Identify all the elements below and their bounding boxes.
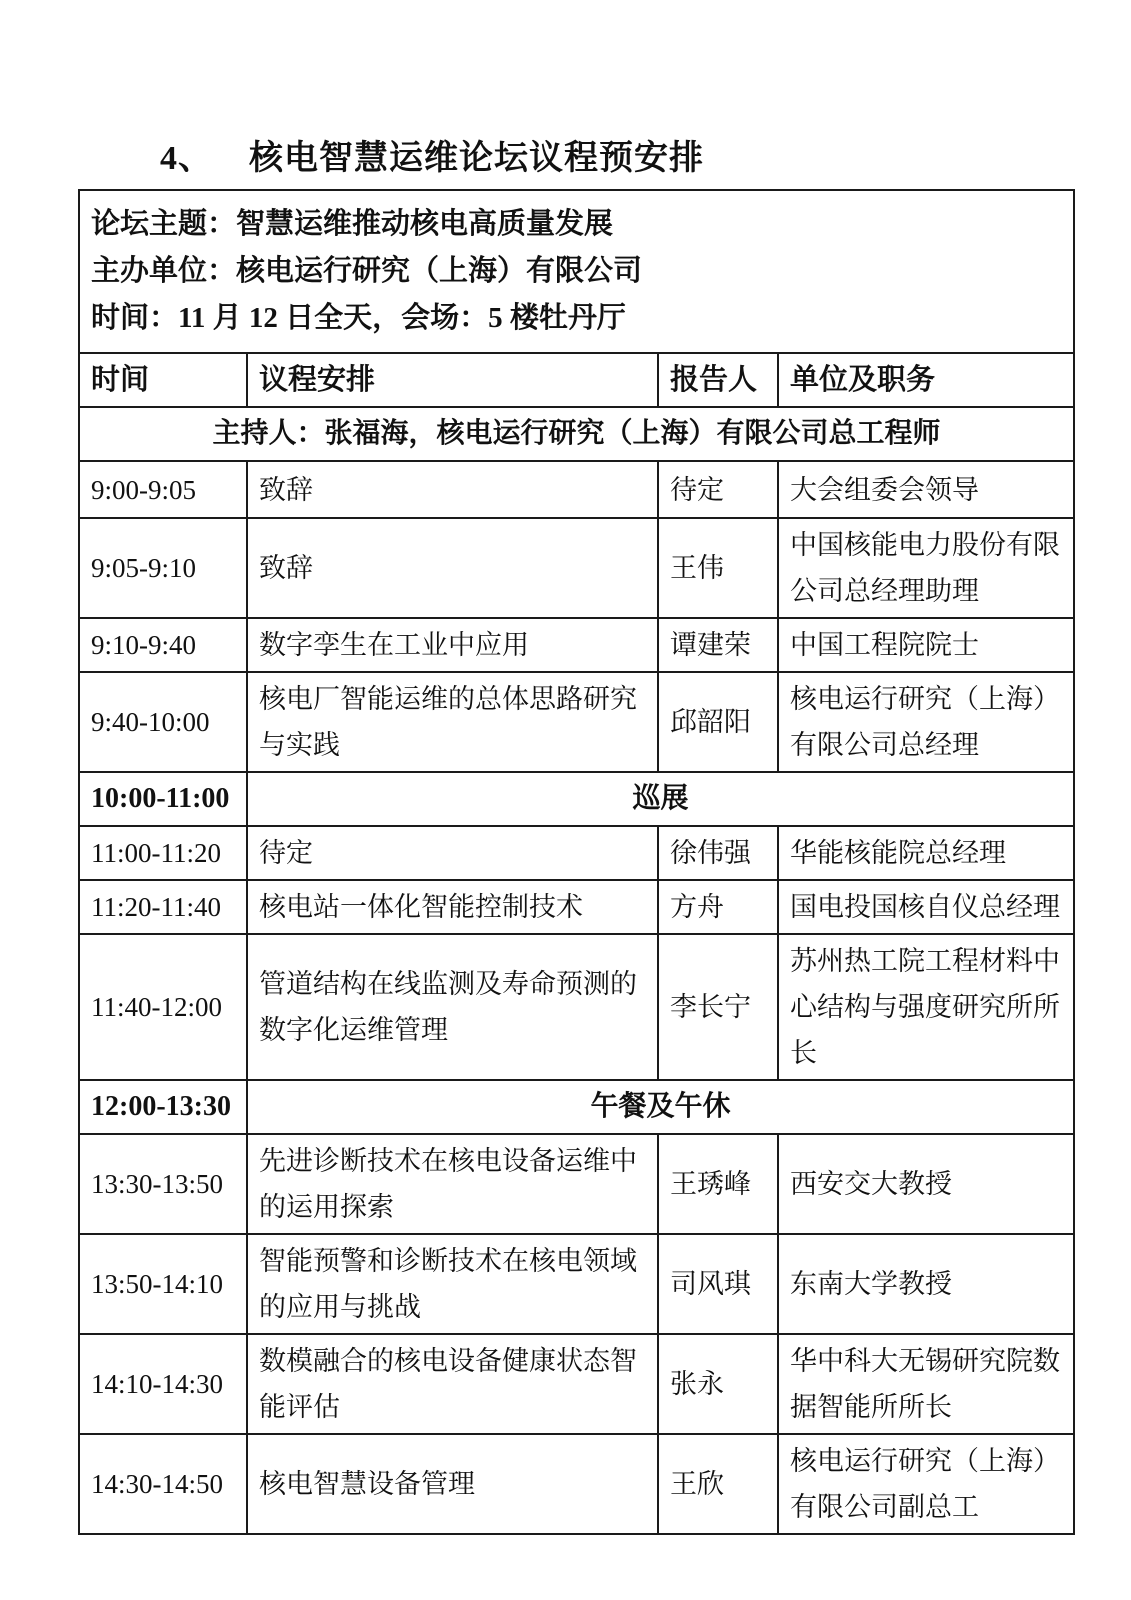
table-row [79,1234,1074,1334]
org-cell: 中国工程院院士 [778,618,1074,672]
break-label-cell: 午餐及午休 [247,1080,1074,1134]
col-header-agenda: 议程安排 [247,353,658,407]
topic-cell: 待定 [247,826,658,880]
table-row [79,672,1074,772]
forum-info-row [79,190,1074,353]
table-row [79,880,1074,934]
topic-cell: 先进诊断技术在核电设备运维中的运用探索 [247,1134,658,1234]
topic-cell: 数模融合的核电设备健康状态智能评估 [247,1334,658,1434]
title-number: 4、 [160,140,213,177]
forum-time-venue: 时间：11 月 12 日全天，会场：5 楼牡丹厅 [91,302,626,334]
speaker-cell: 徐伟强 [658,826,778,880]
topic-cell: 数字孪生在工业中应用 [247,618,658,672]
speaker-cell: 方舟 [658,880,778,934]
org-cell: 核电运行研究（上海）有限公司副总工 [778,1434,1074,1534]
speaker-cell: 邱韶阳 [658,672,778,772]
org-cell: 中国核能电力股份有限公司总经理助理 [778,518,1074,618]
col-header-time: 时间 [79,353,247,407]
topic-cell: 核电智慧设备管理 [247,1434,658,1534]
forum-info-cell [79,190,1074,353]
time-cell: 13:30-13:50 [79,1134,247,1234]
table-row [79,826,1074,880]
break-row [79,772,1074,826]
time-cell: 14:10-14:30 [79,1334,247,1434]
org-cell: 西安交大教授 [778,1134,1074,1234]
org-cell: 大会组委会领导 [778,461,1074,518]
topic-cell: 智能预警和诊断技术在核电领域的应用与挑战 [247,1234,658,1334]
time-cell: 10:00-11:00 [79,772,247,826]
speaker-cell: 谭建荣 [658,618,778,672]
moderator-row [79,407,1074,461]
time-cell: 14:30-14:50 [79,1434,247,1534]
speaker-cell: 司风琪 [658,1234,778,1334]
break-label-cell: 巡展 [247,772,1074,826]
page-title [0,0,1131,189]
column-header-row [79,353,1074,407]
org-cell: 华能核能院总经理 [778,826,1074,880]
org-cell: 华中科大无锡研究院数据智能所所长 [778,1334,1074,1434]
speaker-cell: 王伟 [658,518,778,618]
org-cell: 国电投国核自仪总经理 [778,880,1074,934]
table-row [79,461,1074,518]
time-cell: 11:20-11:40 [79,880,247,934]
time-cell: 9:00-9:05 [79,461,247,518]
forum-organizer: 主办单位：核电运行研究（上海）有限公司 [91,255,643,287]
speaker-cell: 李长宁 [658,934,778,1080]
topic-cell: 致辞 [247,461,658,518]
table-row [79,618,1074,672]
title-text: 核电智慧运维论坛议程预安排 [249,140,704,177]
forum-theme: 论坛主题：智慧运维推动核电高质量发展 [91,208,614,240]
topic-cell: 核电站一体化智能控制技术 [247,880,658,934]
table-row [79,518,1074,618]
speaker-cell: 王琇峰 [658,1134,778,1234]
table-row [79,1334,1074,1434]
time-cell: 11:00-11:20 [79,826,247,880]
time-cell: 9:40-10:00 [79,672,247,772]
table-row [79,934,1074,1080]
speaker-cell: 王欣 [658,1434,778,1534]
topic-cell: 管道结构在线监测及寿命预测的数字化运维管理 [247,934,658,1080]
speaker-cell: 张永 [658,1334,778,1434]
table-row [79,1434,1074,1534]
table-row [79,1134,1074,1234]
break-row [79,1080,1074,1134]
org-cell: 苏州热工院工程材料中心结构与强度研究所所长 [778,934,1074,1080]
org-cell: 核电运行研究（上海）有限公司总经理 [778,672,1074,772]
speaker-cell: 待定 [658,461,778,518]
moderator-cell: 主持人：张福海，核电运行研究（上海）有限公司总工程师 [79,407,1074,461]
topic-cell: 核电厂智能运维的总体思路研究与实践 [247,672,658,772]
org-cell: 东南大学教授 [778,1234,1074,1334]
agenda-table [78,189,1075,1535]
time-cell: 9:05-9:10 [79,518,247,618]
time-cell: 12:00-13:30 [79,1080,247,1134]
topic-cell: 致辞 [247,518,658,618]
col-header-speaker: 报告人 [658,353,778,407]
time-cell: 11:40-12:00 [79,934,247,1080]
col-header-org: 单位及职务 [778,353,1074,407]
time-cell: 9:10-9:40 [79,618,247,672]
time-cell: 13:50-14:10 [79,1234,247,1334]
